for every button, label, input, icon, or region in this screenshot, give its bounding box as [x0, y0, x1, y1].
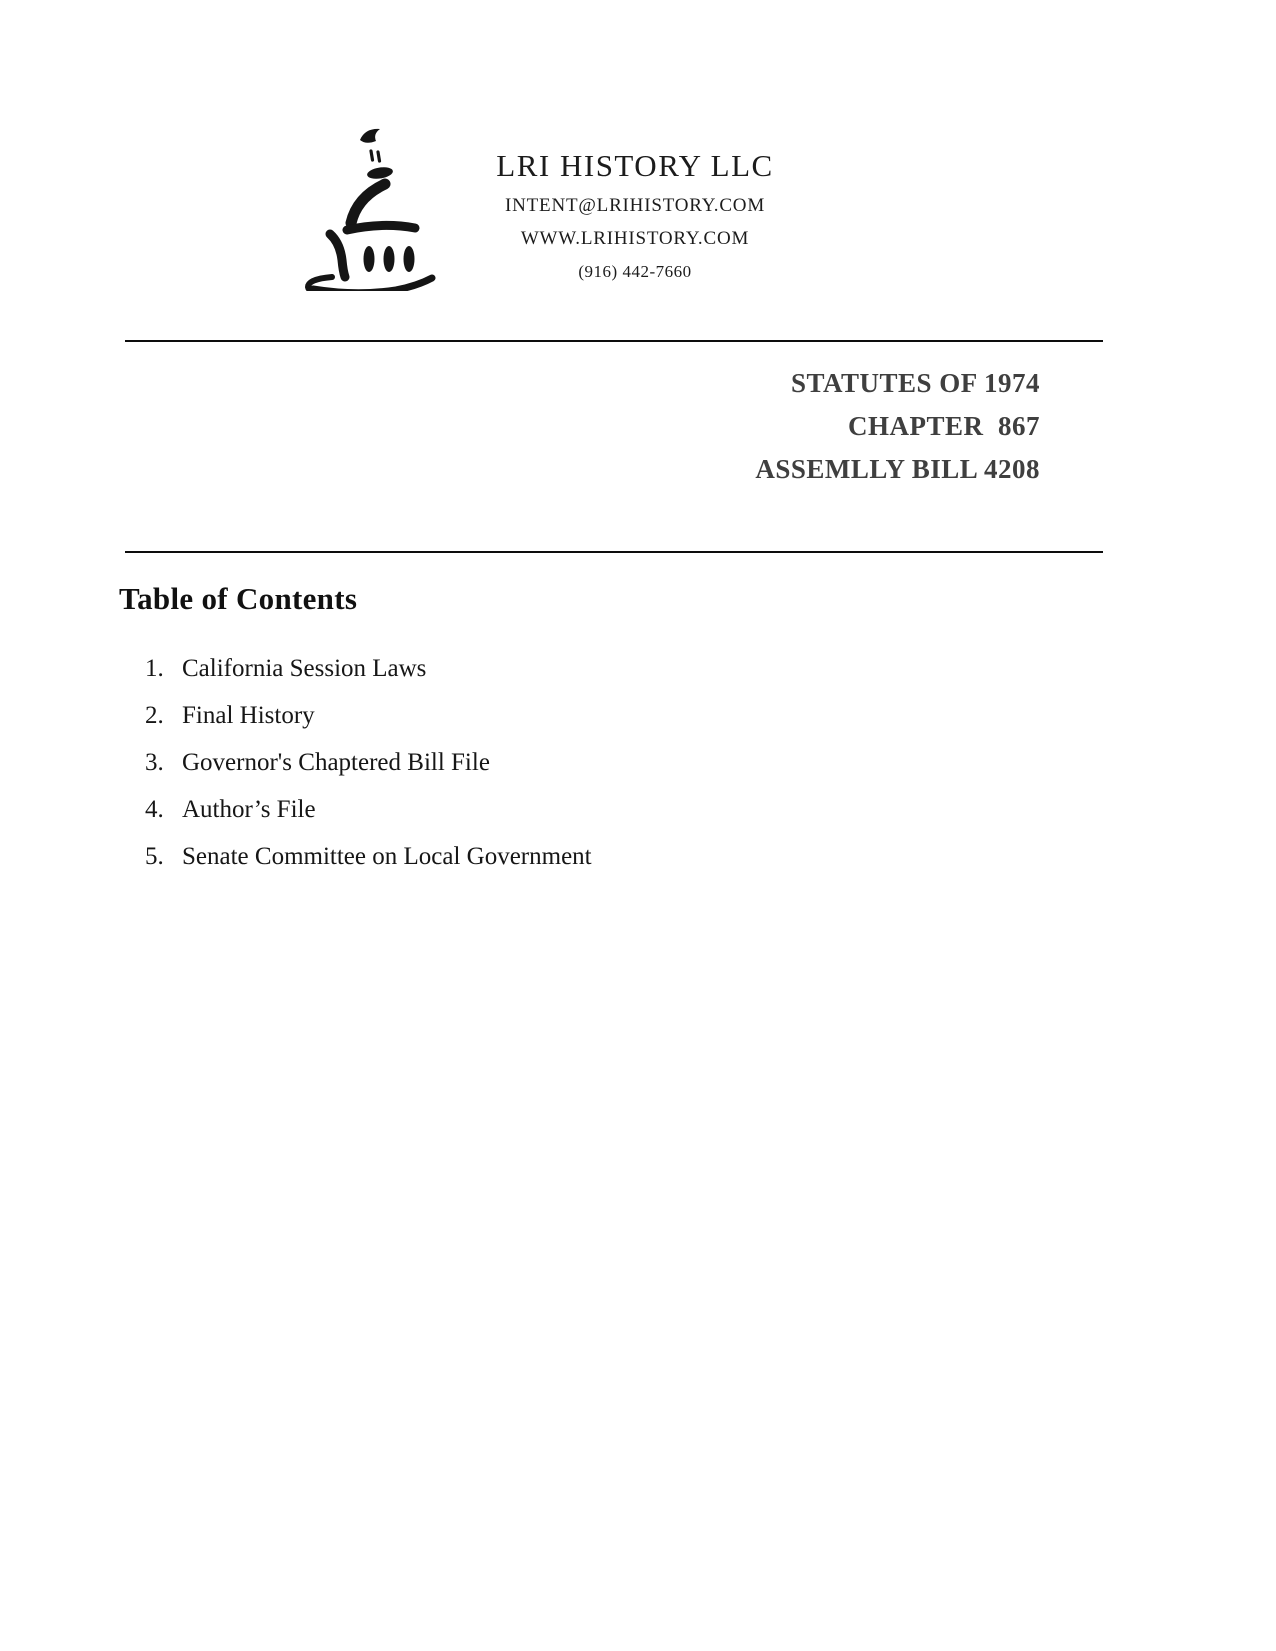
toc-item-number: 4.	[145, 796, 164, 823]
toc-item-label: Author’s File	[182, 796, 316, 823]
chapter-line: CHAPTER 867	[847, 411, 1040, 441]
toc-item-number: 1.	[145, 655, 164, 682]
toc-item-label: California Session Laws	[182, 655, 427, 682]
toc-item-final-history	[145, 702, 592, 730]
toc-item-senate-committee-local-government	[145, 843, 592, 871]
toc-title: Table of Contents	[119, 581, 358, 616]
divider-bottom	[125, 551, 1103, 553]
bill-line: ASSEMLLY BILL 4208	[755, 454, 1040, 484]
toc-item-number: 5.	[145, 843, 164, 870]
company-website: WWW.LRIHISTORY.COM	[520, 228, 750, 249]
case-title-block	[755, 362, 1040, 491]
toc-item-authors-file	[145, 796, 592, 824]
company-email: INTENT@LRIHISTORY.COM	[504, 195, 766, 216]
toc-item-number: 3.	[145, 749, 164, 776]
capitol-logo	[296, 126, 438, 291]
letterhead	[440, 148, 830, 282]
toc-item-label: Senate Committee on Local Government	[182, 843, 592, 870]
toc-item-governors-chaptered-bill-file	[145, 749, 592, 777]
company-phone: (916) 442-7660	[578, 262, 692, 281]
toc-item-label: Governor's Chaptered Bill File	[182, 749, 490, 776]
toc-item-california-session-laws	[145, 655, 592, 683]
divider-top	[125, 340, 1103, 342]
capitol-dome-sketch-icon	[296, 126, 438, 291]
toc-item-label: Final History	[182, 702, 315, 729]
statutes-line: STATUTES OF 1974	[790, 368, 1040, 398]
company-name: LRI HISTORY LLC	[496, 148, 774, 183]
toc-list	[145, 655, 592, 890]
toc-item-number: 2.	[145, 702, 164, 729]
